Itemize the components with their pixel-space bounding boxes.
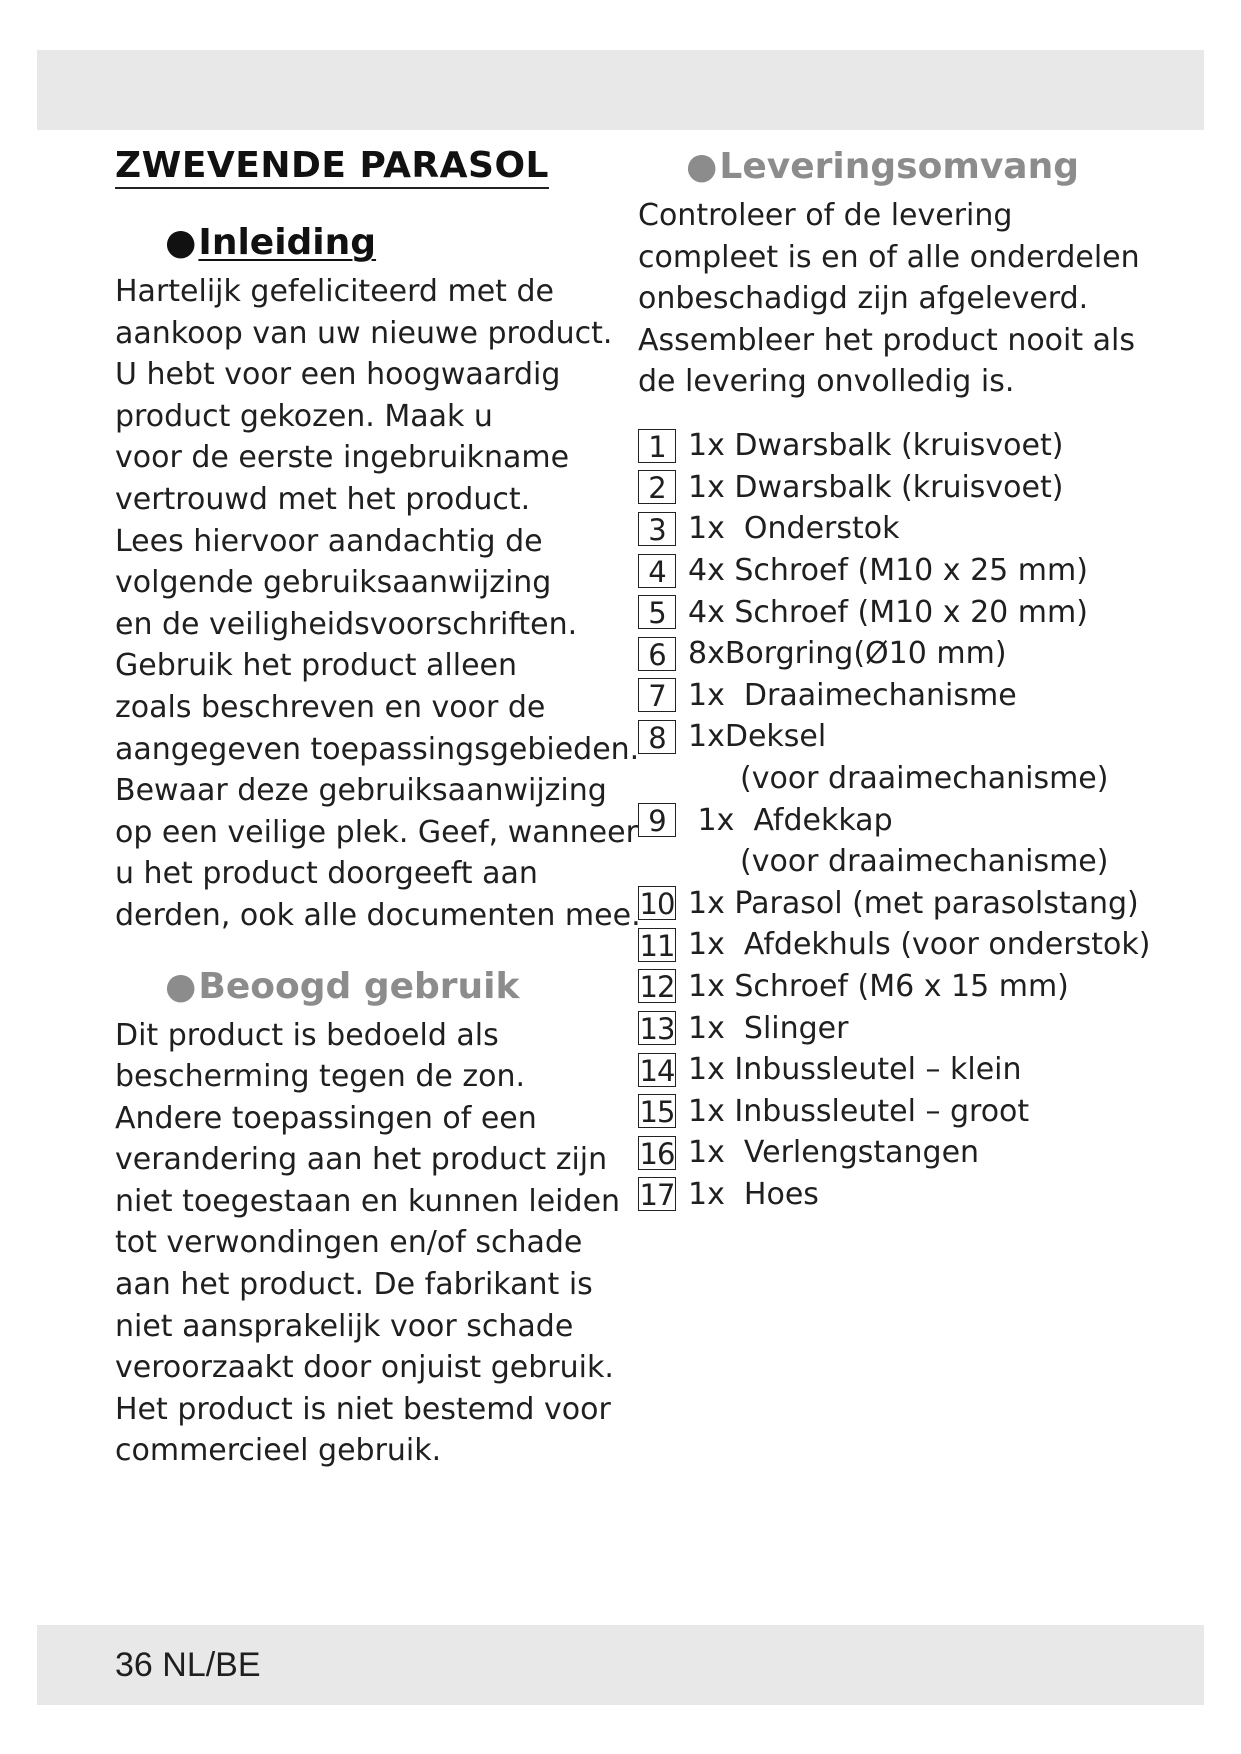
part-number-box: 11: [639, 928, 675, 963]
part-item: [638, 799, 1198, 841]
part-label: 1x Slinger: [688, 1010, 849, 1046]
header-band: [37, 50, 1204, 130]
part-label: 1xDeksel: [688, 719, 827, 755]
part-label: 1x Inbussleutel – groot: [688, 1093, 1030, 1129]
text-line: Dit product is bedoeld als: [115, 1017, 499, 1053]
part-item: [638, 1132, 1198, 1174]
part-label: 4x Schroef (M10 x 25 mm): [688, 553, 1088, 589]
part-item: [638, 716, 1198, 758]
part-item: [638, 966, 1198, 1008]
text-line: aan het product. De fabrikant is: [115, 1267, 593, 1303]
intro-paragraph: [115, 271, 641, 937]
intended-use-paragraph: [115, 1015, 621, 1473]
text-line: voor de eerste ingebruikname: [115, 440, 570, 476]
part-label: 1x Schroef (M6 x 15 mm): [688, 968, 1069, 1004]
part-number-box: 13: [639, 1012, 675, 1047]
part-label: 1x Onderstok: [688, 511, 900, 547]
section-heading-inleiding: [115, 221, 615, 265]
part-item: [638, 1090, 1198, 1132]
part-item: [638, 633, 1198, 675]
part-number-box: 4: [638, 554, 676, 588]
text-line: volgende gebruiksaanwijzing: [115, 565, 552, 601]
part-item: [638, 508, 1198, 550]
heading-text: Beoogd gebruik: [198, 965, 520, 1007]
text-line: vertrouwd met het product.: [115, 481, 531, 517]
text-line: zoals beschreven en voor de: [115, 689, 546, 725]
part-number-box: 2: [638, 470, 676, 504]
part-number-box: 14: [639, 1053, 675, 1088]
part-label: 1x Afdekhuls (voor onderstok): [688, 927, 1151, 963]
part-label: 1x Verlengstangen: [688, 1135, 980, 1171]
part-item: [638, 1007, 1198, 1049]
text-line: Bewaar deze gebruiksaanwijzing: [115, 773, 607, 809]
part-item: [638, 467, 1198, 509]
part-number-box: 15: [639, 1095, 675, 1130]
text-line: tot verwondingen en/of schade: [115, 1225, 583, 1261]
part-number-box: 17: [639, 1178, 675, 1213]
part-label: 1x Hoes: [688, 1176, 819, 1212]
text-line: derden, ook alle documenten mee.: [115, 897, 641, 933]
right-column: [638, 145, 1198, 1215]
part-label: 8xBorgring(Ø10 mm): [688, 636, 1007, 672]
section-heading-beoogd-gebruik: [115, 965, 615, 1009]
text-line: en de veiligheidsvoorschriften.: [115, 606, 578, 642]
text-line: product gekozen. Maak u: [115, 398, 493, 434]
part-item: [638, 591, 1198, 633]
part-label: 4x Schroef (M10 x 20 mm): [688, 594, 1088, 630]
text-line: Lees hiervoor aandachtig de: [115, 523, 543, 559]
bullet-icon: ●: [165, 965, 197, 1007]
part-number-box: 8: [638, 720, 676, 754]
part-number-box: 1: [638, 429, 676, 463]
part-number-box: 7: [638, 678, 676, 712]
text-line: niet aansprakelijk voor schade: [115, 1308, 574, 1344]
heading-text: Inleiding: [198, 222, 377, 263]
text-line: onbeschadigd zijn afgeleverd.: [638, 281, 1089, 317]
part-number-box: 16: [639, 1136, 675, 1171]
footer-band: [37, 1625, 1204, 1705]
text-line: u het product doorgeeft aan: [115, 856, 538, 892]
parts-list: [638, 425, 1198, 1215]
text-line: niet toegestaan en kunnen leiden: [115, 1183, 621, 1219]
part-label: 1x Draaimechanisme: [688, 677, 1017, 713]
part-item: [638, 550, 1198, 592]
part-item: [638, 425, 1198, 467]
text-line: Assembleer het product nooit als: [638, 322, 1136, 358]
text-line: Hartelijk gefeliciteerd met de: [115, 274, 554, 309]
part-item: [638, 924, 1198, 966]
text-line: aangegeven toepassingsgebieden.: [115, 731, 640, 767]
part-label-continuation: (voor draaimechanisme): [740, 844, 1109, 880]
part-item: [638, 675, 1198, 717]
text-line: U hebt voor een hoogwaardig: [115, 357, 561, 393]
part-item: [638, 883, 1198, 925]
text-line: commercieel gebruik.: [115, 1433, 442, 1469]
part-item: [638, 1174, 1198, 1216]
bullet-icon: ●: [686, 146, 718, 187]
part-label: 1x Parasol (met parasolstang): [688, 885, 1139, 921]
part-number-box: 10: [639, 887, 675, 922]
part-label-continuation: (voor draaimechanisme): [740, 761, 1109, 797]
part-number-box: 12: [639, 970, 675, 1005]
text-line: Controleer of de levering: [638, 198, 1013, 233]
document-title: ZWEVENDE PARASOL: [115, 145, 549, 189]
bullet-icon: ●: [165, 222, 197, 263]
text-line: op een veilige plek. Geef, wanneer: [115, 814, 638, 850]
text-line: veroorzaakt door onjuist gebruik.: [115, 1350, 614, 1386]
part-label: 1x Dwarsbalk (kruisvoet): [688, 428, 1064, 464]
part-number-box: 5: [638, 595, 676, 629]
text-line: Andere toepassingen of een: [115, 1100, 537, 1136]
part-number-box: 6: [638, 637, 676, 671]
text-line: Het product is niet bestemd voor: [115, 1391, 611, 1427]
part-number-box: 3: [638, 512, 676, 546]
text-line: de levering onvolledig is.: [638, 364, 1015, 400]
text-line: compleet is en of alle onderdelen: [638, 239, 1140, 275]
part-item: [638, 1049, 1198, 1091]
page-number: 36 NL/BE: [115, 1646, 261, 1684]
part-number-box: 9: [638, 803, 676, 837]
delivery-paragraph: [638, 195, 1198, 403]
heading-text: Leveringsomvang: [719, 146, 1079, 187]
section-heading-leveringsomvang: [638, 145, 1198, 189]
text-line: aankoop van uw nieuwe product.: [115, 315, 613, 351]
text-line: Gebruik het product alleen: [115, 648, 518, 684]
text-line: bescherming tegen de zon.: [115, 1059, 526, 1095]
part-label: 1x Afdekkap: [688, 802, 893, 838]
text-line: verandering aan het product zijn: [115, 1142, 608, 1178]
left-column: [115, 145, 641, 1472]
part-label: 1x Inbussleutel – klein: [688, 1052, 1022, 1088]
part-label: 1x Dwarsbalk (kruisvoet): [688, 469, 1064, 505]
